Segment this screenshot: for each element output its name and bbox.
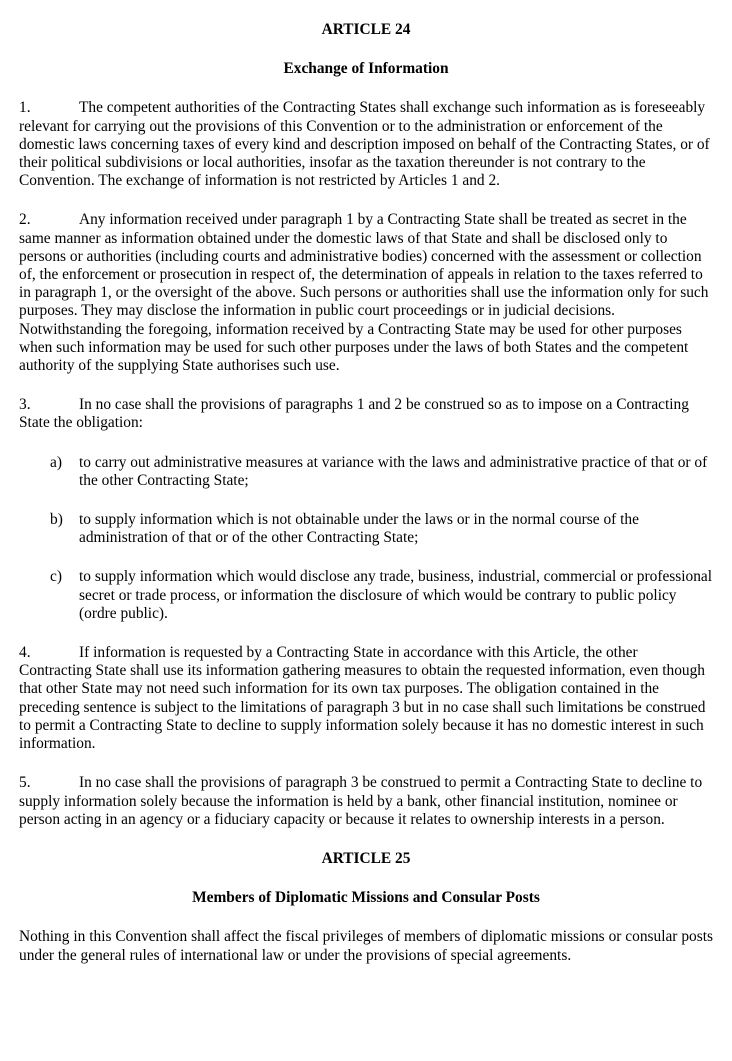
article-24-paragraph-5 bbox=[19, 774, 713, 829]
article-24-item-b bbox=[19, 511, 713, 547]
article-25-title: Members of Diplomatic Missions and Consular Posts bbox=[192, 889, 540, 907]
paragraph-text: In no case shall the provisions of paragraphs 1 and 2 be construed so as to impose on a Contracting State the obligation: bbox=[19, 396, 689, 432]
paragraph-number: 4. bbox=[19, 644, 31, 662]
article-24-paragraph-2 bbox=[19, 211, 713, 375]
paragraph-number: 2. bbox=[19, 211, 31, 229]
paragraph-text: Any information received under paragraph 1 by a Contracting State shall be treated as secret in the same manner as information obtained under the domestic laws of that State and shall be disclosed only to persons or authorities (including courts and administrative bodies) concerned with the assessment or collection of, the enforcement or prosecution in respect of, the determination of appeals in relation to the taxes referred to in paragraph 1, or the oversight of the above. Such persons or authorities shall use the information only for such purposes. They may disclose the information in public court proceedings or in judicial decisions. Notwithstanding the foregoing, information received by a Contracting State may be used for other purposes when such information may be used for such other purposes under the laws of both States and the competent authority of the supplying State authorises such use. bbox=[19, 211, 709, 375]
article-24-paragraph-3 bbox=[19, 396, 713, 432]
item-text: to supply information which is not obtainable under the laws or in the normal course of the administration of that or of the other Contracting State; bbox=[79, 511, 639, 547]
paragraph-text: In no case shall the provisions of paragraph 3 be construed to permit a Contracting State to decline to supply information solely because the information is held by a bank, other financial institution, nominee or person acting in an agency or a fiduciary capacity or because it relates to ownership interests in a person. bbox=[19, 774, 703, 828]
article-24-paragraph-4 bbox=[19, 644, 713, 753]
item-text: to carry out administrative measures at variance with the laws and administrative practice of that or of the other Contracting State; bbox=[79, 453, 708, 489]
paragraph-text: If information is requested by a Contracting State in accordance with this Article, the other Contracting State shall use its information gathering measures to obtain the requested information, even though that other State may not need such information for its own tax purposes. The obligation contained in the preceding sentence is subject to the limitations of paragraph 3 but in no case shall such limitations be construed to permit a Contracting State to decline to supply information solely because it has no domestic interest in such information. bbox=[19, 644, 706, 753]
paragraph-number: 1. bbox=[19, 99, 31, 117]
article-24-title: Exchange of Information bbox=[283, 60, 449, 78]
item-text: to supply information which would disclose any trade, business, industrial, commercial or professional secret or trade process, or information the disclosure of which would be contrary to public policy (ordre public). bbox=[79, 568, 713, 622]
article-24-item-a bbox=[19, 454, 713, 490]
article-24-paragraph-1 bbox=[19, 99, 713, 190]
item-letter: b) bbox=[50, 511, 63, 529]
paragraph-text: The competent authorities of the Contracting States shall exchange such information as is foreseeably relevant for carrying out the provisions of this Convention or to the administration or enforcement of the domestic laws concerning taxes of every kind and description imposed on behalf of the Contracting States, or of their political subdivisions or local authorities, insofar as the taxation thereunder is not contrary to the Convention. The exchange of information is not restricted by Articles 1 and 2. bbox=[19, 99, 710, 190]
article-24-heading: ARTICLE 24 bbox=[321, 21, 411, 38]
item-letter: a) bbox=[50, 453, 62, 471]
article-25-paragraph: Nothing in this Convention shall affect the fiscal privileges of members of diplomatic missions or consular posts under the general rules of international law or under the provisions of special agreements. bbox=[19, 928, 713, 964]
article-24-item-c bbox=[19, 568, 713, 623]
paragraph-number: 3. bbox=[19, 396, 31, 414]
paragraph-number: 5. bbox=[19, 774, 31, 792]
article-25-heading: ARTICLE 25 bbox=[321, 849, 411, 867]
item-letter: c) bbox=[50, 568, 62, 586]
